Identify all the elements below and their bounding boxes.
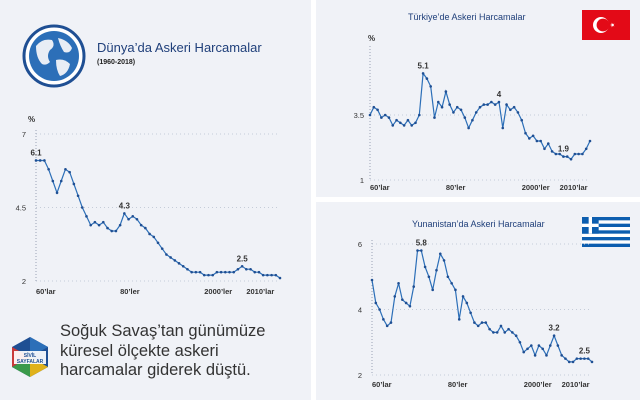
data-point: [115, 230, 118, 233]
data-point: [566, 155, 569, 158]
data-point: [450, 282, 453, 285]
y-tick-label: 6: [357, 240, 362, 249]
data-point: [541, 348, 544, 351]
data-point: [583, 357, 586, 360]
data-point: [490, 101, 493, 104]
data-point: [462, 295, 465, 298]
data-point: [203, 274, 206, 277]
data-point: [407, 119, 410, 122]
data-label: 2.5: [236, 254, 248, 264]
data-point: [157, 241, 160, 244]
data-point: [110, 230, 113, 233]
data-point: [562, 155, 565, 158]
sivil-sayfalar-logo: [10, 336, 50, 378]
data-point: [519, 341, 522, 344]
data-point: [424, 266, 427, 269]
data-point: [161, 247, 164, 250]
data-point: [279, 277, 282, 280]
data-point: [447, 275, 450, 278]
caption-line-1: Soğuk Savaş’tan günümüze: [60, 322, 266, 340]
data-point: [422, 72, 425, 75]
y-tick-label: 3.5: [353, 111, 364, 120]
data-point: [420, 249, 423, 252]
data-point: [429, 85, 432, 88]
data-point: [391, 124, 394, 127]
caption-text: [60, 322, 310, 381]
data-point: [437, 101, 440, 104]
world-chart-subtitle: (1960-2018): [97, 59, 136, 66]
y-tick-label: 4: [357, 305, 362, 315]
x-tick-label: 80’ler: [445, 183, 466, 192]
data-point: [52, 180, 55, 183]
turkey-chart-title: Türkiye’de Askeri Harcamalar: [408, 12, 526, 22]
data-label: 3.2: [548, 323, 560, 333]
data-point: [501, 127, 504, 130]
data-point: [445, 90, 448, 93]
data-point: [536, 140, 539, 143]
data-point: [591, 361, 594, 364]
data-point: [587, 357, 590, 360]
data-point: [557, 344, 560, 347]
data-point: [545, 354, 548, 357]
x-tick-label: 2010’lar: [246, 287, 275, 296]
data-point: [547, 142, 550, 145]
data-point: [152, 236, 155, 239]
y-tick-label: 1: [359, 176, 364, 185]
data-point: [418, 114, 421, 117]
data-point: [270, 274, 273, 277]
data-point: [98, 224, 101, 227]
data-point: [401, 298, 404, 301]
data-point: [399, 122, 402, 125]
data-label: 4.3: [118, 201, 130, 211]
data-point: [169, 256, 172, 259]
data-point: [89, 224, 92, 227]
x-tick-label: 2000’ler: [204, 287, 233, 296]
data-point: [564, 357, 567, 360]
data-point: [371, 279, 374, 282]
data-point: [249, 268, 252, 271]
data-point: [47, 168, 50, 171]
data-point: [553, 334, 556, 337]
y-tick-label: 4.5: [15, 203, 26, 213]
data-point: [448, 103, 451, 106]
data-point: [534, 354, 537, 357]
turkey-line-chart: [316, 0, 640, 197]
data-point: [464, 116, 467, 119]
data-point: [496, 331, 499, 334]
x-tick-label: 60’lar: [370, 183, 390, 192]
data-point: [428, 275, 431, 278]
data-point: [479, 106, 482, 109]
data-point: [140, 224, 143, 227]
data-point: [486, 103, 489, 106]
data-point: [581, 153, 584, 156]
data-point: [378, 308, 381, 311]
data-point: [174, 259, 177, 262]
data-point: [500, 325, 503, 328]
data-point: [43, 159, 46, 162]
data-point: [414, 122, 417, 125]
data-point: [570, 158, 573, 161]
data-point: [492, 331, 495, 334]
data-point: [245, 268, 248, 271]
data-point: [505, 103, 508, 106]
data-point: [35, 159, 38, 162]
x-tick-label: 2010’lar: [559, 183, 588, 192]
data-point: [577, 153, 580, 156]
data-point: [165, 253, 168, 256]
data-point: [517, 111, 520, 114]
turkey-chart-panel: [316, 0, 640, 197]
data-point: [560, 354, 563, 357]
data-point: [232, 271, 235, 274]
data-point: [266, 274, 269, 277]
data-point: [469, 311, 472, 314]
data-point: [405, 302, 408, 305]
data-point: [73, 183, 76, 186]
data-point: [182, 265, 185, 268]
data-label: 5.8: [415, 238, 427, 248]
data-point: [274, 274, 277, 277]
data-point: [384, 114, 387, 117]
data-point: [426, 77, 429, 80]
data-point: [220, 271, 223, 274]
y-tick-label: 7: [21, 130, 26, 139]
data-point: [589, 140, 592, 143]
caption-line-3: harcamalar giderek düştü.: [60, 361, 251, 379]
data-point: [102, 221, 105, 224]
data-point: [144, 227, 147, 230]
data-point: [395, 119, 398, 122]
data-label: 1.9: [557, 144, 570, 154]
data-point: [568, 361, 571, 364]
data-point: [64, 168, 67, 171]
data-point: [258, 271, 261, 274]
data-point: [482, 103, 485, 106]
data-point: [85, 215, 88, 218]
data-point: [526, 348, 529, 351]
data-point: [390, 321, 393, 324]
data-point: [237, 268, 240, 271]
data-point: [369, 114, 372, 117]
data-point: [94, 221, 97, 224]
svg-text:SİVİL: SİVİL: [23, 353, 37, 359]
data-point: [262, 274, 265, 277]
data-point: [458, 318, 461, 321]
data-point: [178, 262, 181, 265]
data-point: [528, 137, 531, 140]
y-unit-label: %: [28, 115, 36, 124]
data-point: [441, 106, 444, 109]
data-point: [224, 271, 227, 274]
data-point: [515, 334, 518, 337]
data-point: [511, 331, 514, 334]
data-point: [585, 148, 588, 151]
x-tick-label: 60’lar: [36, 287, 56, 296]
data-point: [397, 282, 400, 285]
data-point: [106, 227, 109, 230]
data-point: [452, 111, 455, 114]
data-point: [376, 109, 379, 112]
data-point: [439, 253, 442, 256]
world-chart-panel: [0, 0, 311, 400]
data-label: 6.1: [30, 148, 42, 158]
data-point: [435, 269, 438, 272]
data-point: [522, 351, 525, 354]
data-label: 5.1: [417, 61, 429, 71]
data-point: [412, 285, 415, 288]
svg-text:SAYFALAR: SAYFALAR: [16, 359, 44, 365]
data-point: [374, 302, 377, 305]
data-point: [473, 321, 476, 324]
data-point: [228, 271, 231, 274]
data-point: [524, 132, 527, 135]
data-point: [509, 109, 512, 112]
data-point: [539, 140, 542, 143]
data-label: 4: [496, 90, 502, 99]
data-label: 2.5: [578, 346, 590, 356]
data-point: [68, 171, 71, 174]
data-point: [532, 135, 535, 138]
data-point: [572, 361, 575, 364]
data-point: [551, 150, 554, 153]
greece-line-chart: [316, 202, 640, 400]
data-point: [481, 321, 484, 324]
data-point: [503, 331, 506, 334]
x-tick-label: 2010’lar: [561, 380, 590, 389]
data-point: [538, 344, 541, 347]
data-point: [409, 305, 412, 308]
data-point: [456, 106, 459, 109]
x-tick-label: 80’ler: [447, 380, 468, 389]
data-point: [195, 271, 198, 274]
data-point: [520, 119, 523, 122]
data-point: [467, 127, 470, 130]
x-tick-label: 60’lar: [372, 380, 392, 389]
data-point: [488, 328, 491, 331]
data-point: [211, 274, 214, 277]
data-point: [484, 321, 487, 324]
data-point: [410, 124, 413, 127]
data-point: [77, 194, 80, 197]
data-point: [543, 148, 546, 151]
data-point: [403, 124, 406, 127]
y-unit-label: %: [368, 34, 376, 43]
data-point: [127, 218, 130, 221]
data-point: [393, 295, 396, 298]
data-point: [460, 109, 463, 112]
data-point: [507, 328, 510, 331]
data-point: [494, 103, 497, 106]
data-point: [477, 325, 480, 328]
data-point: [466, 302, 469, 305]
data-point: [574, 153, 577, 156]
data-point: [372, 106, 375, 109]
world-line-chart: [0, 0, 311, 300]
data-point: [382, 318, 385, 321]
data-point: [123, 212, 126, 215]
data-point: [119, 224, 122, 227]
data-point: [186, 268, 189, 271]
data-point: [207, 274, 210, 277]
data-point: [56, 192, 59, 195]
data-point: [131, 215, 134, 218]
data-point: [454, 289, 457, 292]
data-point: [199, 271, 202, 274]
data-point: [443, 259, 446, 262]
greece-chart-panel: [316, 202, 640, 400]
y-tick-label: 2: [357, 371, 362, 380]
world-chart-title: Dünya’da Askeri Harcamalar: [97, 40, 262, 55]
data-point: [148, 233, 151, 236]
x-tick-label: 2000’ler: [523, 380, 552, 389]
data-point: [380, 116, 383, 119]
data-point: [39, 159, 42, 162]
data-point: [513, 106, 516, 109]
data-point: [253, 271, 256, 274]
data-point: [576, 357, 579, 360]
data-point: [579, 357, 582, 360]
data-point: [555, 153, 558, 156]
data-point: [388, 116, 391, 119]
data-point: [549, 344, 552, 347]
data-point: [431, 289, 434, 292]
x-tick-label: 80’ler: [120, 287, 140, 296]
data-point: [81, 206, 84, 209]
data-point: [471, 119, 474, 122]
data-point: [216, 271, 219, 274]
data-point: [60, 180, 63, 183]
data-point: [190, 271, 193, 274]
data-point: [475, 111, 478, 114]
data-point: [498, 101, 501, 104]
caption-line-2: küresel ölçekte askeri: [60, 341, 219, 360]
y-tick-label: 2: [21, 277, 26, 286]
x-tick-label: 2000’ler: [521, 183, 550, 192]
data-point: [416, 249, 419, 252]
data-point: [241, 265, 244, 268]
data-point: [386, 325, 389, 328]
data-point: [433, 116, 436, 119]
data-point: [136, 218, 139, 221]
greece-chart-title: Yunanistan’da Askeri Harcamalar: [412, 219, 545, 229]
data-point: [530, 344, 533, 347]
